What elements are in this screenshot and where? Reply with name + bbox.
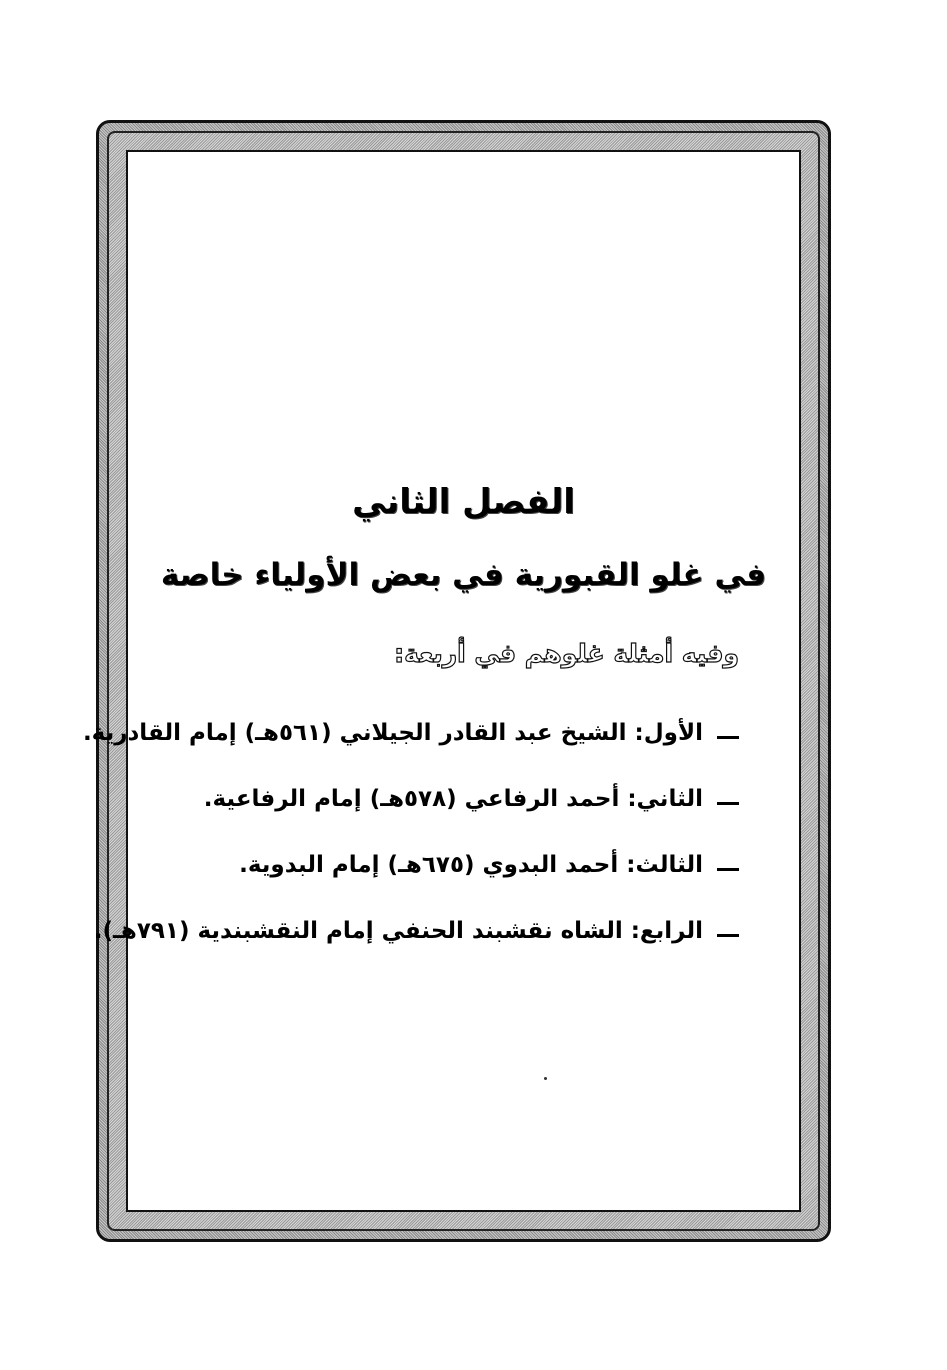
list-item [119, 766, 739, 832]
dash-bullet [717, 934, 739, 937]
dash-bullet [717, 736, 739, 739]
list-item-text: الرابع: الشاه نقشبند الحنفي إمام النقشبندية (٧٩١هـ). [93, 918, 703, 944]
page-border-frame [82, 120, 831, 1242]
page-content-area [82, 150, 801, 1212]
list-item [82, 700, 739, 766]
dash-bullet [717, 868, 739, 871]
list-item [93, 898, 739, 964]
scan-speck [544, 1077, 547, 1080]
list-item-text: الثاني: أحمد الرفاعي (٥٧٨هـ) إمام الرفاعية. [203, 786, 703, 812]
list-item-text: الأول: الشيخ عبد القادر الجيلاني (٥٦١هـ) إمام القادرية. [82, 720, 703, 746]
chapter-title: الفصل الثاني [352, 482, 575, 522]
dash-bullet [717, 802, 739, 805]
list-item [119, 832, 739, 898]
examples-list [82, 700, 739, 964]
intro-line: وفيه أمثلة غلوهم في أربعة: [394, 639, 739, 668]
chapter-subtitle: في غلو القبورية في بعض الأولياء خاصة [160, 557, 767, 593]
list-item-text: الثالث: أحمد البدوي (٦٧٥هـ) إمام البدوية. [239, 852, 703, 878]
